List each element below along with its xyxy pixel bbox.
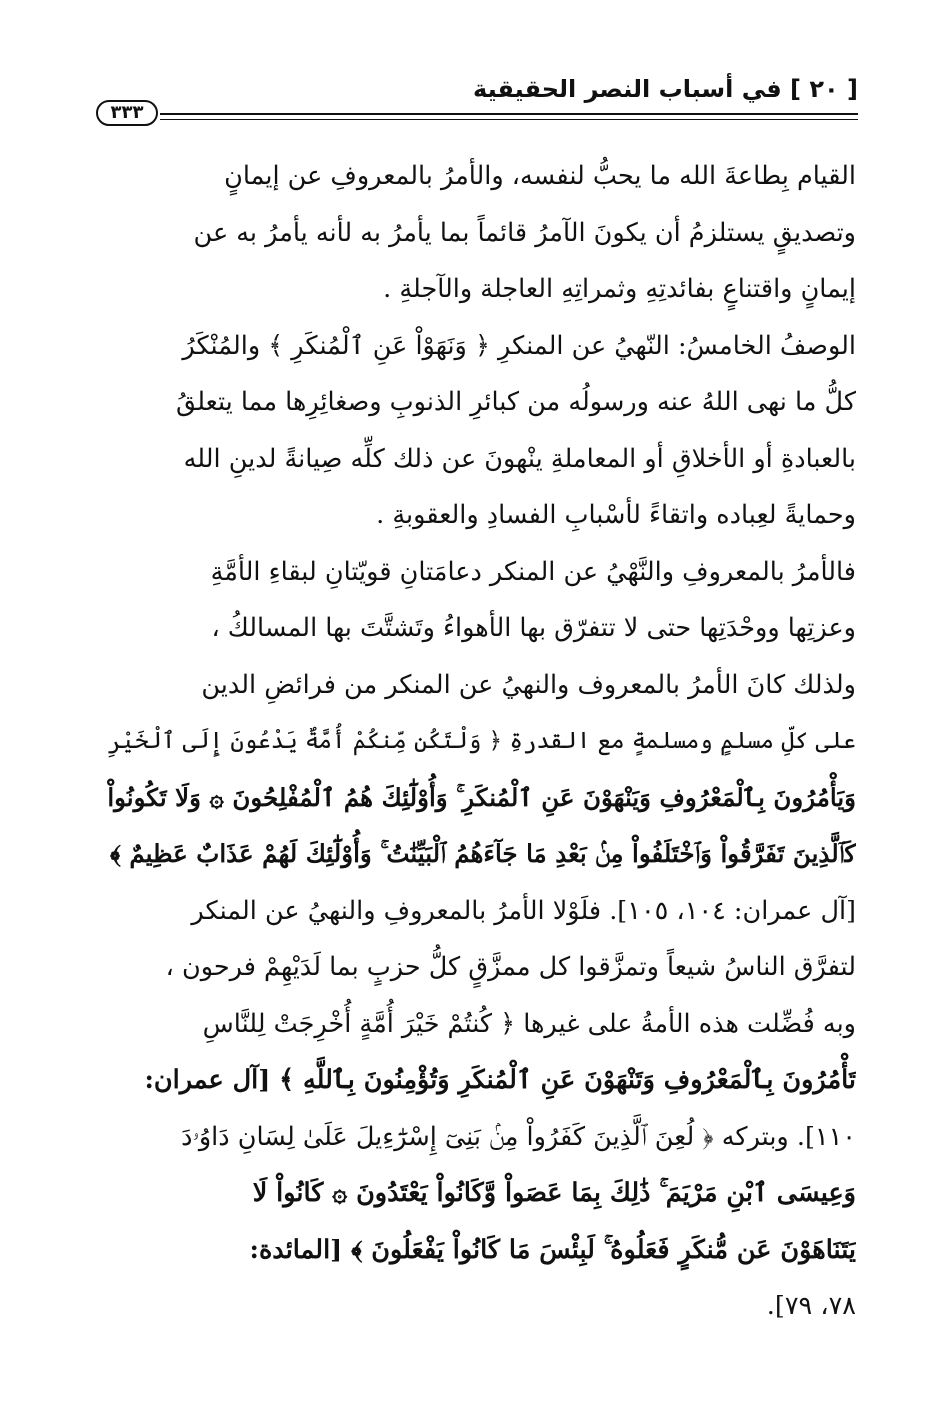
text-line: على كلِّ مسلمٍ ومسلمةٍ مع القدرةِ ﴿ وَلْتَكُن مِّنكُمْ أُمَّةٌ يَدْعُونَ إِلَى ٱلْخَيْرِ bbox=[107, 728, 856, 754]
quran-line: كَٱلَّذِينَ تَفَرَّقُواْ وَٱخْتَلَفُواْ مِنۢ بَعْدِ مَا جَآءَهُمُ ٱلْبَيِّنَٰتُ ۚ وَأُوْلَٰٓئِكَ لَهُمْ عَذَابٌ عَظِيمٌ ﴾ bbox=[109, 839, 856, 868]
text-line: وبه فُضِّلت هذه الأمةُ على غيرها ﴿ كُنتُمْ خَيْرَ أُمَّةٍ أُخْرِجَتْ لِلنَّاسِ bbox=[202, 1008, 856, 1039]
page-number: ٣٣٣ bbox=[96, 100, 158, 126]
text-line: كلُّ ما نهى اللهُ عنه ورسولُه من كبائرِ الذنوبِ وصغائِرِها مما يتعلقُ bbox=[175, 387, 856, 417]
quran-line: وَعِيسَى ٱبْنِ مَرْيَمَ ۚ ذَٰلِكَ بِمَا عَصَواْ وَّكَانُواْ يَعْتَدُونَ ۞ كَانُواْ لَا bbox=[252, 1178, 856, 1208]
text-line: لتفرَّق الناسُ شيعاً وتمزَّقوا كل ممزَّقٍ كلُّ حزبٍ بما لَدَيْهِمْ فرحون ، bbox=[165, 952, 856, 982]
quran-line: وَيَأْمُرُونَ بِٱلْمَعْرُوفِ وَيَنْهَوْنَ عَنِ ٱلْمُنكَرِ ۚ وَأُوْلَٰٓئِكَ هُمُ ٱلْمُفْلِحُونَ ۞ وَلَا تَكُونُواْ bbox=[107, 782, 856, 812]
header-rule bbox=[160, 113, 858, 120]
text-line: ٧٨، ٧٩]. bbox=[766, 1291, 856, 1321]
page-header bbox=[96, 72, 858, 126]
text-line: وتصديقٍ يستلزمُ أن يكونَ الآمرُ قائماً بما يأمرُ به لأنه يأمرُ به عن bbox=[193, 217, 856, 248]
quran-line: تَأْمُرُونَ بِٱلْمَعْرُوفِ وَتَنْهَوْنَ عَنِ ٱلْمُنكَرِ وَتُؤْمِنُونَ بِٱللَّهِ ﴾ [آل عمران: bbox=[144, 1065, 856, 1095]
text-line: [آل عمران: ١٠٤، ١٠٥]. فلَوْلا الأمرُ بالمعروفِ والنهيُ عن المنكر bbox=[191, 895, 856, 926]
running-title: [ ٢٠ ] في أسباب النصر الحقيقية bbox=[473, 75, 858, 103]
text-line: ١١٠]. وبتركه ﴿ لُعِنَ ٱلَّذِينَ كَفَرُواْ مِنۢ بَنِىٓ إِسْرَٰٓءِيلَ عَلَىٰ لِسَانِ دَاوُۥدَ bbox=[181, 1121, 856, 1152]
text-line: الوصفُ الخامسُ: النّهيُ عن المنكرِ ﴿ وَنَهَوْاْ عَنِ ٱلْمُنكَرِ ﴾ والمُنْكَرُ bbox=[182, 330, 856, 361]
text-line: بالعبادةِ أو الأخلاقِ أو المعاملةِ ينْهونَ عن ذلك كلِّه صِيانةً لدينِ الله bbox=[183, 443, 856, 474]
quran-line: يَتَنَاهَوْنَ عَن مُّنكَرٍ فَعَلُوهُ ۚ لَبِئْسَ مَا كَانُواْ يَفْعَلُونَ ﴾ [المائدة: bbox=[249, 1234, 856, 1265]
body-text bbox=[98, 148, 856, 1335]
text-line: فالأمرُ بالمعروفِ والنَّهْيُ عن المنكر دعامَتانِ قويّتانِ لبقاءِ الأمَّةِ bbox=[210, 556, 856, 587]
text-line: القيام بِطاعةَ الله ما يحبُّ لنفسه، والأمرُ بالمعروفِ عن إيمانٍ bbox=[224, 161, 856, 191]
text-line: ولذلك كانَ الأمرُ بالمعروف والنهيُ عن المنكر من فرائضِ الدين bbox=[201, 669, 856, 700]
text-line: إيمانٍ واقتناعٍ بفائدتِهِ وثمراتِهِ العاجلة والآجلةِ . bbox=[383, 274, 856, 304]
text-line: وعزتِها ووحْدَتِها حتى لا تتفرّق بها الأهواءُ وتَشتَّتَ بها المسالكُ ، bbox=[211, 613, 856, 643]
text-line: وحمايةً لعِباده واتقاءً لأسْبابِ الفسادِ والعقوبةِ . bbox=[376, 500, 856, 530]
